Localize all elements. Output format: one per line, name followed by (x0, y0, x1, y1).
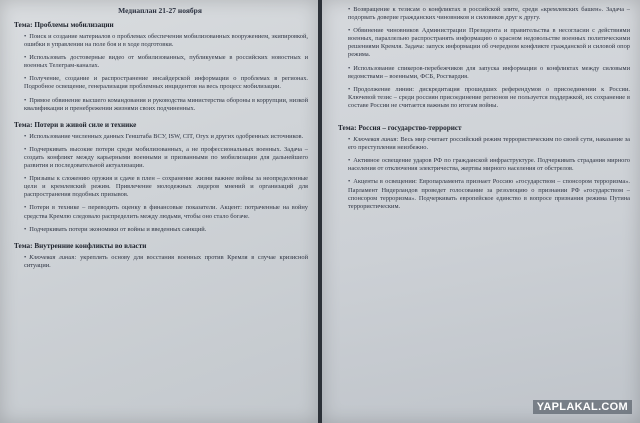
bullet-marker: • (24, 145, 27, 153)
section-internal-conflicts-continued (336, 6, 630, 110)
bullet-item: • Прямое обвинение высшего командования и руководства министерства обороны в коррупции, низкой квалификации и пренебрежении жизнями своих подчиненных. (24, 96, 308, 112)
bullet-marker: • (24, 175, 27, 183)
bullet-item: • Потери в технике – переводить оценку в финансовые показатели. Акцент: потраченные на войну средства Кремлю следовало распределить между людьми, чтобы оно стало богаче. (24, 204, 308, 220)
bullet-item: • Получение, создание и распространение инсайдерской информации о проблемах в регионах. Подробное освещение, генерализация проблемных инцидентов на весь процесс мобилизации. (24, 75, 308, 91)
bullet-item: • Использовать достоверные видео от мобилизованных, публикуемые в российских новостных и военных Телеграм-каналах. (24, 54, 308, 70)
bullet-marker: • (24, 204, 27, 212)
bullet-item: • Ключевая линия: Весь мир считает российский режим террористическим по своей сути, наказание за его преступления неизбежно. (348, 136, 630, 152)
bullet-item: • Ключевая линия: укреплять основу для восстания военных против Кремля в случае кризисной ситуации. (24, 253, 309, 269)
section-title: Тема: Потери в живой силе и технике (14, 120, 137, 129)
bullet-marker: • (24, 54, 27, 62)
bullet-marker: • (348, 136, 351, 144)
bullet-item: • Обвинение чиновников Администрации Президента и правительства в несогласии с действиями военных, параллельно распространять информацию о красном недовольстве военных политическими решениями Кремля. Задача: запуск информации об очередном конфликте гражданской и силовой опор режима. (348, 27, 630, 59)
bullet-marker: • (348, 64, 351, 72)
bullet-item: • Подчеркивать высокие потери среди мобилизованных, а не профессиональных военных. Задача – создать конфликт между карьерными военными и призванными по мобилизации для дальнейшего развития и последовательной актуализации. (24, 145, 308, 170)
key-line-label: Ключевая линия: (29, 253, 77, 261)
bullet-marker: • (24, 253, 27, 261)
section-internal-conflicts (12, 242, 308, 270)
bullet-marker: • (24, 33, 27, 40)
bullet-item: • Призывы к сложению оружия и сдаче в плен – сохранение жизни важнее войны за неопределенные цели и кремлевский режим. Привлечение молодежных лидеров мнений и организаций для распространения подобных призывов. (24, 175, 308, 199)
bullet-marker: • (24, 225, 27, 233)
section-title: Тема: Проблемы мобилизации (14, 21, 114, 29)
bullet-marker: • (24, 96, 27, 104)
bullet-marker: • (348, 178, 351, 186)
section-terrorist-state (336, 124, 630, 211)
bullet-marker: • (348, 27, 351, 35)
bullet-item: • Подчеркивать потери экономики от войны и введенных санкций. (24, 225, 207, 233)
bullet-item: • Продолжение линии: дискредитация прошедших референдумов о присоединении к России. Ключевой тезис – среди россиян присоединение регионов не пользуется поддержкой, их сохранение в составе России не считается важным по итогам войны. (348, 85, 630, 109)
left-document-page (0, 0, 318, 423)
section-title: Тема: Внутренние конфликты во власти (14, 241, 147, 250)
bullet-marker: • (348, 85, 351, 93)
bullet-marker: • (24, 75, 27, 83)
right-document-page (322, 0, 640, 423)
section-title: Тема: Россия – государство-террорист (338, 124, 462, 133)
bullet-item: • Возвращение к тезисам о конфликтах в российской элите, среди «кремлевских башен». Задача – подорвать доверие гражданских чиновников и силовиков друг к другу. (348, 6, 630, 22)
document-header: Медиаплан 21-27 ноября (118, 6, 202, 15)
key-line-label: Ключевая линия: (353, 136, 399, 144)
bullet-marker: • (348, 157, 351, 165)
bullet-item: • Использование спикеров-перебежчиков для запуска информации о конфликтах между силовыми ведомствами – военными, ФСБ, Росгвардия. (348, 64, 630, 80)
bullet-marker: • (24, 132, 27, 140)
bullet-item: • Поиск и создание материалов о проблемах обеспечения мобилизованных вооружением, экипировкой, ошибки в управлении на поле боя и в ходе подготовки. (24, 33, 308, 49)
bullet-item: • Использование численных данных Генштаба ВСУ, ISW, CIT, Oryx и других одобренных источников. (24, 132, 304, 140)
bullet-marker: • (348, 6, 351, 13)
bullet-item: • Активное освещение ударов РФ по гражданской инфраструктуре. Подчеркивать страдания мирного населения от отключения электричества, жертвы мирного населения от обстрелов. (348, 157, 630, 173)
site-watermark: YAPLAKAL.COM (533, 400, 632, 414)
bullet-item: • Акценты в освещении: Европарламента признает Россию «государством – спонсором терроризма». Парламент Нидерландов проведет голосование за резолюцию о признании РФ «государством – спонсором терроризма». Подчеркивать европейское единство в вопросе признания режима Путина террористическим. (348, 178, 630, 210)
section-losses (12, 121, 308, 234)
section-mobilization (12, 21, 308, 113)
